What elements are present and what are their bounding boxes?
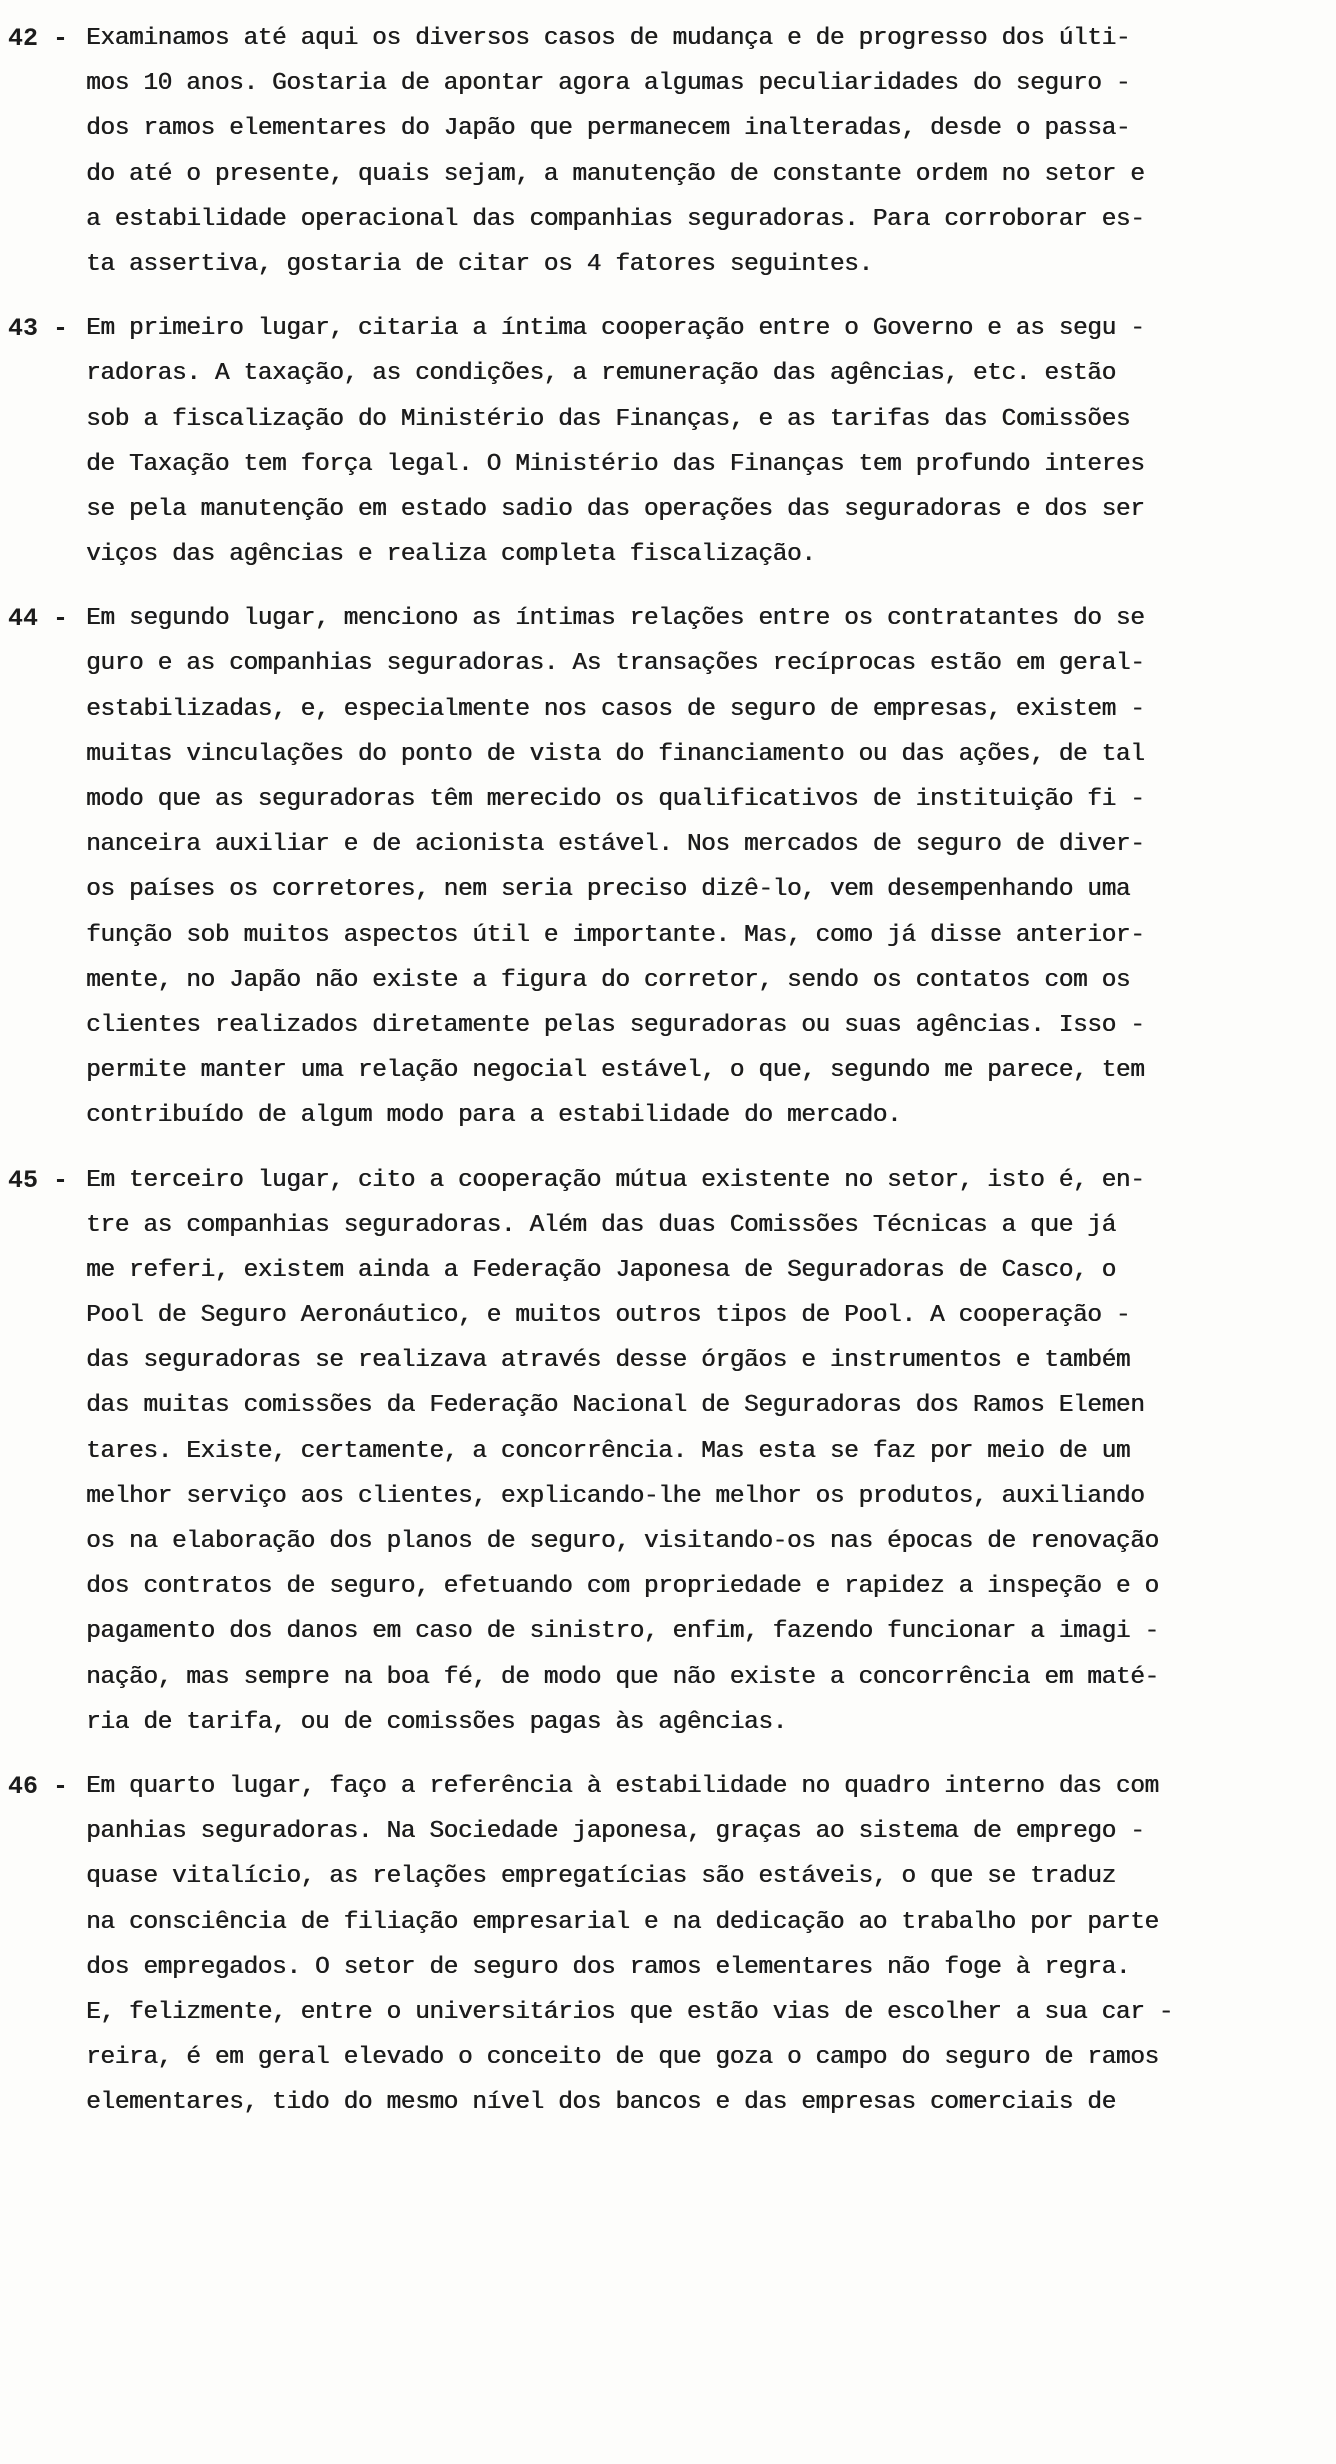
text-line: guro e as companhias seguradoras. As transações recíprocas estão em geral-	[86, 650, 1145, 678]
text-line: mos 10 anos. Gostaria de apontar agora algumas peculiaridades do seguro -	[86, 70, 1131, 98]
text-line: estabilizadas, e, especialmente nos casos de seguro de empresas, existem -	[86, 695, 1145, 723]
paragraph-text	[86, 1764, 1306, 2126]
text-line: dos ramos elementares do Japão que permanecem inalteradas, desde o passa-	[86, 115, 1131, 143]
text-line: radoras. A taxação, as condições, a remuneração das agências, etc. estão	[86, 360, 1116, 388]
text-line: viços das agências e realiza completa fiscalização.	[86, 541, 816, 569]
text-line: Pool de Seguro Aeronáutico, e muitos outros tipos de Pool. A cooperação -	[86, 1302, 1131, 1330]
text-line: panhias seguradoras. Na Sociedade japonesa, graças ao sistema de emprego -	[86, 1818, 1145, 1846]
text-line: Em primeiro lugar, citaria a íntima cooperação entre o Governo e as segu -	[86, 315, 1145, 343]
text-line: do até o presente, quais sejam, a manutenção de constante ordem no setor e	[86, 160, 1145, 188]
paragraph-45	[8, 1158, 1306, 1745]
text-line: dos contratos de seguro, efetuando com propriedade e rapidez a inspeção e o	[86, 1573, 1159, 1601]
text-line: pagamento dos danos em caso de sinistro, enfim, fazendo funcionar a imagi -	[86, 1618, 1159, 1646]
paragraph-number: 44 -	[8, 604, 69, 634]
paragraph-text	[86, 16, 1306, 287]
paragraph-text	[86, 306, 1306, 577]
paragraph-text	[86, 596, 1306, 1138]
text-line: mente, no Japão não existe a figura do corretor, sendo os contatos com os	[86, 966, 1131, 994]
text-line: Examinamos até aqui os diversos casos de mudança e de progresso dos últi-	[86, 25, 1131, 52]
text-line: os na elaboração dos planos de seguro, visitando-os nas épocas de renovação	[86, 1528, 1159, 1555]
text-line: nação, mas sempre na boa fé, de modo que não existe a concorrência em maté-	[86, 1663, 1159, 1691]
text-line: ta assertiva, gostaria de citar os 4 fatores seguintes.	[86, 250, 873, 278]
text-line: das muitas comissões da Federação Nacional de Seguradoras dos Ramos Elemen	[86, 1392, 1145, 1420]
text-line: nanceira auxiliar e de acionista estável. Nos mercados de seguro de diver-	[86, 831, 1145, 859]
text-line: se pela manutenção em estado sadio das operações das seguradoras e dos ser	[86, 495, 1145, 523]
text-line: modo que as seguradoras têm merecido os qualificativos de instituição fi -	[86, 786, 1145, 813]
paragraph-number: 46 -	[8, 1771, 69, 1801]
text-line: na consciência de filiação empresarial e na dedicação ao trabalho por parte	[86, 1908, 1159, 1936]
text-line: E, felizmente, entre o universitários que estão vias de escolher a sua car -	[86, 1998, 1173, 2026]
text-line: tares. Existe, certamente, a concorrência. Mas esta se faz por meio de um	[86, 1437, 1131, 1465]
text-line: tre as companhias seguradoras. Além das duas Comissões Técnicas a que já	[86, 1211, 1116, 1239]
text-line: permite manter uma relação negocial estável, o que, segundo me parece, tem	[86, 1057, 1145, 1085]
text-line: dos empregados. O setor de seguro dos ramos elementares não foge à regra.	[86, 1953, 1131, 1981]
text-line: de Taxação tem força legal. O Ministério das Finanças tem profundo interes	[86, 450, 1145, 478]
text-line: elementares, tido do mesmo nível dos bancos e das empresas comerciais de	[86, 2089, 1116, 2117]
text-line: me referi, existem ainda a Federação Japonesa de Seguradoras de Casco, o	[86, 1256, 1116, 1284]
text-line: das seguradoras se realizava através desse órgãos e instrumentos e também	[86, 1347, 1131, 1375]
text-line: contribuído de algum modo para a estabilidade do mercado.	[86, 1102, 902, 1130]
text-line: os países os corretores, nem seria preciso dizê-lo, vem desempenhando uma	[86, 876, 1131, 904]
paragraph-number: 45 -	[8, 1165, 69, 1195]
paragraph-44	[8, 596, 1306, 1138]
paragraph-text	[86, 1158, 1306, 1745]
text-line: Em quarto lugar, faço a referência à estabilidade no quadro interno das com	[86, 1772, 1159, 1800]
text-line: Em segundo lugar, menciono as íntimas relações entre os contratantes do se	[86, 605, 1145, 633]
paragraph-number: 42 -	[8, 24, 69, 53]
text-line: quase vitalício, as relações empregatícias são estáveis, o que se traduz	[86, 1863, 1116, 1891]
text-line: muitas vinculações do ponto de vista do financiamento ou das ações, de tal	[86, 740, 1145, 768]
text-line: melhor serviço aos clientes, explicando-lhe melhor os produtos, auxiliando	[86, 1482, 1145, 1510]
text-line: sob a fiscalização do Ministério das Finanças, e as tarifas das Comissões	[86, 405, 1131, 433]
text-line: a estabilidade operacional das companhias seguradoras. Para corroborar es-	[86, 205, 1145, 233]
text-line: clientes realizados diretamente pelas seguradoras ou suas agências. Isso -	[86, 1011, 1145, 1039]
text-line: reira, é em geral elevado o conceito de que goza o campo do seguro de ramos	[86, 2044, 1159, 2072]
text-line: Em terceiro lugar, cito a cooperação mútua existente no setor, isto é, en-	[86, 1166, 1145, 1194]
text-line: ria de tarifa, ou de comissões pagas às agências.	[86, 1708, 787, 1736]
text-line: função sob muitos aspectos útil e importante. Mas, como já disse anterior-	[86, 921, 1145, 949]
paragraph-46	[8, 1764, 1306, 2126]
paragraph-43	[8, 306, 1306, 577]
paragraph-42	[8, 16, 1306, 287]
paragraph-number: 43 -	[8, 314, 69, 344]
